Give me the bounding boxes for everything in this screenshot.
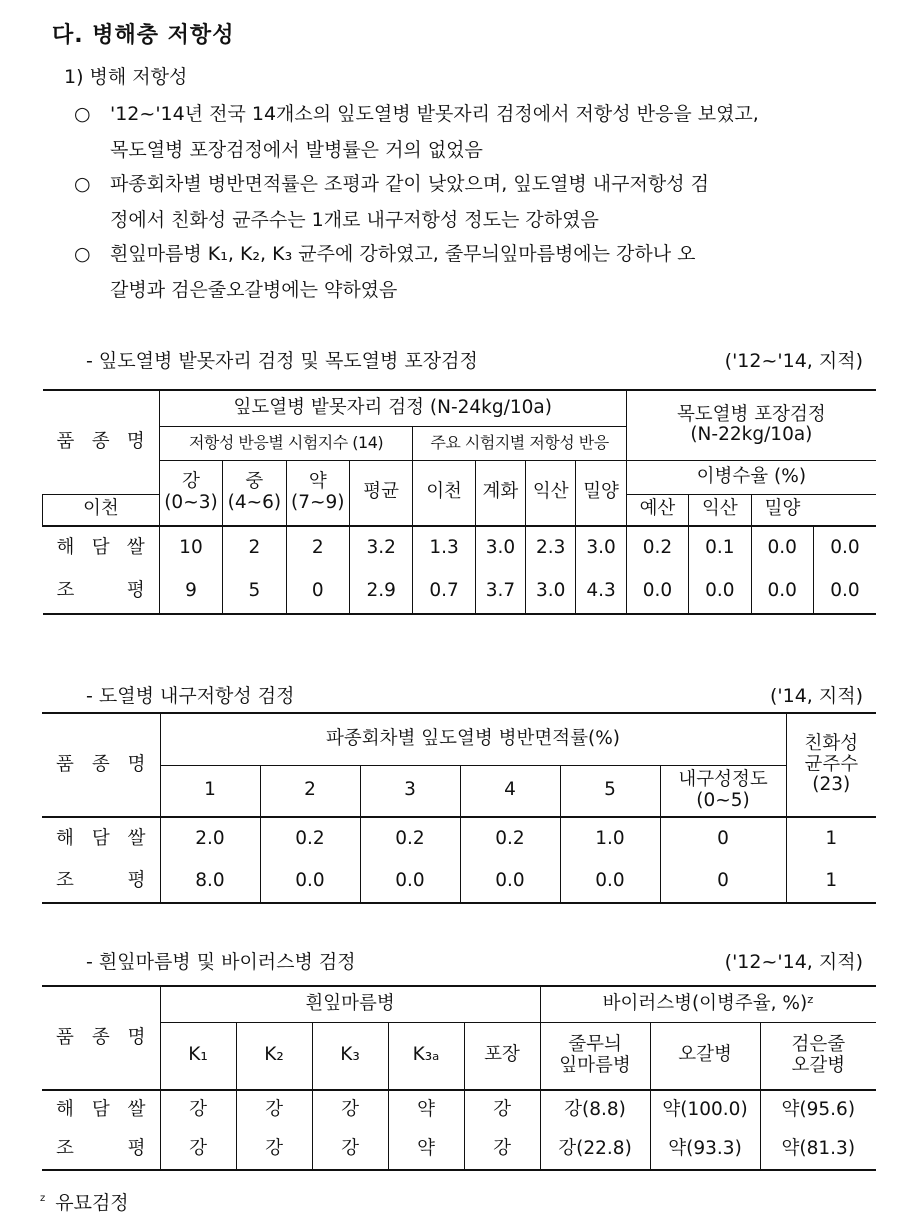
table1-source: ('12~'14, 지적) bbox=[724, 350, 863, 372]
table-row bbox=[43, 570, 877, 614]
row-variety: 해 담 쌀 bbox=[43, 526, 160, 570]
row-variety: 해 담 쌀 bbox=[42, 1090, 160, 1130]
header-site: 이천 bbox=[413, 460, 475, 526]
header-variety: 품 종 명 bbox=[42, 713, 160, 817]
header-round: 3 bbox=[360, 765, 460, 817]
header-weak-range: (7~9) bbox=[291, 491, 345, 513]
cell: 0.2 bbox=[260, 817, 360, 860]
table-row bbox=[42, 1130, 876, 1170]
cell: 0.2 bbox=[460, 817, 560, 860]
header-affinity-line2: 균주수 bbox=[804, 753, 859, 775]
footnote bbox=[40, 1188, 129, 1215]
cell: 0.0 bbox=[360, 860, 460, 903]
header-medium-range: (4~6) bbox=[227, 491, 282, 513]
footnote-text: 유묘검정 bbox=[55, 1192, 129, 1214]
header-variety: 품 종 명 bbox=[42, 986, 160, 1090]
cell: 0.0 bbox=[751, 526, 813, 570]
header-neck-site: 밀양 bbox=[751, 494, 813, 526]
table-row bbox=[42, 860, 876, 903]
header-infection-rate: 이병수율 (%) bbox=[626, 460, 876, 494]
cell: 0.0 bbox=[460, 860, 560, 903]
header-strain: K₂ bbox=[236, 1022, 312, 1090]
header-black-line1: 검은줄 bbox=[791, 1034, 846, 1056]
header-durability bbox=[660, 765, 786, 817]
cell: 9 bbox=[159, 570, 222, 614]
header-site: 밀양 bbox=[576, 460, 626, 526]
header-reaction-index: 저항성 반응별 시험지수 (14) bbox=[159, 426, 413, 460]
cell: 0.2 bbox=[360, 817, 460, 860]
header-strain: K₃ bbox=[312, 1022, 388, 1090]
circle-bullet-icon: ○ bbox=[74, 243, 91, 265]
cell: 2 bbox=[223, 526, 286, 570]
cell: 약(81.3) bbox=[760, 1130, 876, 1170]
cell: 0.0 bbox=[813, 526, 876, 570]
header-weak-label: 약 bbox=[308, 471, 327, 493]
cell: 1.0 bbox=[560, 817, 660, 860]
header-neck-blast bbox=[626, 390, 876, 460]
header-medium-label: 중 bbox=[245, 471, 264, 493]
header-durability-range: (0~5) bbox=[696, 789, 750, 811]
cell: 강 bbox=[312, 1130, 388, 1170]
table1-caption: - 잎도열병 밭못자리 검정 및 목도열병 포장검정 bbox=[86, 350, 478, 372]
cell: 강 bbox=[464, 1130, 540, 1170]
cell: 0.1 bbox=[689, 526, 751, 570]
header-black-line2: 오갈병 bbox=[791, 1054, 846, 1076]
header-site-reaction: 주요 시험지별 저항성 반응 bbox=[413, 426, 626, 460]
footnote-mark: z bbox=[40, 1193, 46, 1204]
cell: 8.0 bbox=[160, 860, 260, 903]
cell: 강 bbox=[312, 1090, 388, 1130]
cell: 강(8.8) bbox=[540, 1090, 650, 1130]
table-row bbox=[42, 1090, 876, 1130]
header-dwarf: 오갈병 bbox=[650, 1022, 760, 1090]
cell: 0.7 bbox=[413, 570, 475, 614]
cell: 3.0 bbox=[475, 526, 525, 570]
table3 bbox=[42, 985, 876, 1171]
header-stripe bbox=[540, 1022, 650, 1090]
cell: 3.7 bbox=[475, 570, 525, 614]
bullet-text: 흰잎마름병 K₁, K₂, K₃ 균주에 강하였고, 줄무늬잎마름병에는 강하나 오 bbox=[110, 243, 696, 265]
header-round: 4 bbox=[460, 765, 560, 817]
cell: 0.2 bbox=[626, 526, 688, 570]
table3-caption: - 흰잎마름병 및 바이러스병 검정 bbox=[86, 951, 356, 973]
header-weak bbox=[286, 460, 349, 526]
header-black-streak bbox=[760, 1022, 876, 1090]
cell: 강(22.8) bbox=[540, 1130, 650, 1170]
cell: 강 bbox=[160, 1130, 236, 1170]
circle-bullet-icon: ○ bbox=[74, 103, 91, 125]
header-affinity bbox=[786, 713, 876, 817]
cell: 0 bbox=[286, 570, 349, 614]
cell: 약 bbox=[388, 1130, 464, 1170]
cell: 4.3 bbox=[576, 570, 626, 614]
cell: 강 bbox=[464, 1090, 540, 1130]
table-row bbox=[42, 817, 876, 860]
cell: 1 bbox=[786, 860, 876, 903]
header-virus: 바이러스병(이병주율, %)ᶻ bbox=[540, 986, 876, 1022]
cell: 3.0 bbox=[526, 570, 576, 614]
cell: 약(93.3) bbox=[650, 1130, 760, 1170]
header-neck-blast-title: 목도열병 포장검정 bbox=[676, 403, 826, 425]
header-round: 1 bbox=[160, 765, 260, 817]
header-site: 익산 bbox=[526, 460, 576, 526]
header-field: 포장 bbox=[464, 1022, 540, 1090]
bullet-text: 파종회차별 병반면적률은 조평과 같이 낮았으며, 잎도열병 내구저항성 검 bbox=[110, 173, 709, 195]
cell: 0.0 bbox=[813, 570, 876, 614]
cell: 강 bbox=[160, 1090, 236, 1130]
cell: 5 bbox=[223, 570, 286, 614]
row-variety: 해 담 쌀 bbox=[42, 817, 160, 860]
cell: 3.0 bbox=[576, 526, 626, 570]
header-average: 평균 bbox=[349, 460, 412, 526]
cell: 0.0 bbox=[260, 860, 360, 903]
header-neck-blast-nitrogen: (N-22kg/10a) bbox=[690, 424, 813, 446]
table1 bbox=[42, 389, 876, 615]
cell: 2 bbox=[286, 526, 349, 570]
header-bacterial-blight: 흰잎마름병 bbox=[160, 986, 540, 1022]
cell: 0.0 bbox=[689, 570, 751, 614]
cell: 약(95.6) bbox=[760, 1090, 876, 1130]
bullet-text: '12~'14년 전국 14개소의 잎도열병 밭못자리 검정에서 저항성 반응을 보였고, bbox=[110, 103, 759, 125]
circle-bullet-icon: ○ bbox=[74, 173, 91, 195]
header-strong-range: (0~3) bbox=[164, 491, 218, 513]
header-neck-site: 이천 bbox=[43, 494, 160, 526]
header-stripe-line2: 잎마름병 bbox=[559, 1054, 631, 1076]
header-stripe-line1: 줄무늬 bbox=[568, 1034, 622, 1056]
cell: 0 bbox=[660, 860, 786, 903]
cell: 2.3 bbox=[526, 526, 576, 570]
header-site: 계화 bbox=[475, 460, 525, 526]
table2-caption: - 도열병 내구저항성 검정 bbox=[86, 685, 295, 707]
table2-source: ('14, 지적) bbox=[769, 685, 863, 707]
header-neck-site: 예산 bbox=[626, 494, 688, 526]
header-affinity-line1: 친화성 bbox=[804, 732, 859, 754]
cell: 0.0 bbox=[626, 570, 688, 614]
header-variety: 품 종 명 bbox=[43, 390, 160, 494]
header-neck-site: 익산 bbox=[689, 494, 751, 526]
section-heading: 다. 병해충 저항성 bbox=[52, 23, 235, 48]
cell: 강 bbox=[236, 1130, 312, 1170]
cell: 1 bbox=[786, 817, 876, 860]
bullet-text: 갈병과 검은줄오갈병에는 약하였음 bbox=[110, 279, 398, 301]
table-row bbox=[43, 526, 877, 570]
header-strong-label: 강 bbox=[182, 471, 200, 493]
bullet-text: 정에서 친화성 균주수는 1개로 내구저항성 정도는 강하였음 bbox=[110, 209, 599, 231]
header-affinity-line3: (23) bbox=[812, 774, 851, 796]
row-variety: 조 평 bbox=[42, 860, 160, 903]
cell: 10 bbox=[159, 526, 222, 570]
cell: 0.0 bbox=[751, 570, 813, 614]
header-round: 2 bbox=[260, 765, 360, 817]
table3-source: ('12~'14, 지적) bbox=[724, 951, 863, 973]
bullet-text: 목도열병 포장검정에서 발병률은 거의 없었음 bbox=[110, 139, 483, 161]
cell: 강 bbox=[236, 1090, 312, 1130]
row-variety: 조 평 bbox=[43, 570, 160, 614]
header-leaf-blast: 잎도열병 밭못자리 검정 (N-24kg/10a) bbox=[159, 390, 626, 426]
header-strong bbox=[159, 460, 222, 526]
cell: 0 bbox=[660, 817, 786, 860]
header-medium bbox=[223, 460, 286, 526]
header-strain: K₃ₐ bbox=[388, 1022, 464, 1090]
header-round: 5 bbox=[560, 765, 660, 817]
cell: 약(100.0) bbox=[650, 1090, 760, 1130]
cell: 2.0 bbox=[160, 817, 260, 860]
cell: 0.0 bbox=[560, 860, 660, 903]
cell: 1.3 bbox=[413, 526, 475, 570]
header-durability-label: 내구성정도 bbox=[678, 769, 768, 791]
subsection-heading: 1) 병해 저항성 bbox=[64, 66, 188, 88]
cell: 3.2 bbox=[349, 526, 412, 570]
header-strain: K₁ bbox=[160, 1022, 236, 1090]
header-lesion-area: 파종회차별 잎도열병 병반면적률(%) bbox=[160, 713, 786, 765]
cell: 2.9 bbox=[349, 570, 412, 614]
table2 bbox=[42, 712, 876, 904]
row-variety: 조 평 bbox=[42, 1130, 160, 1170]
cell: 약 bbox=[388, 1090, 464, 1130]
